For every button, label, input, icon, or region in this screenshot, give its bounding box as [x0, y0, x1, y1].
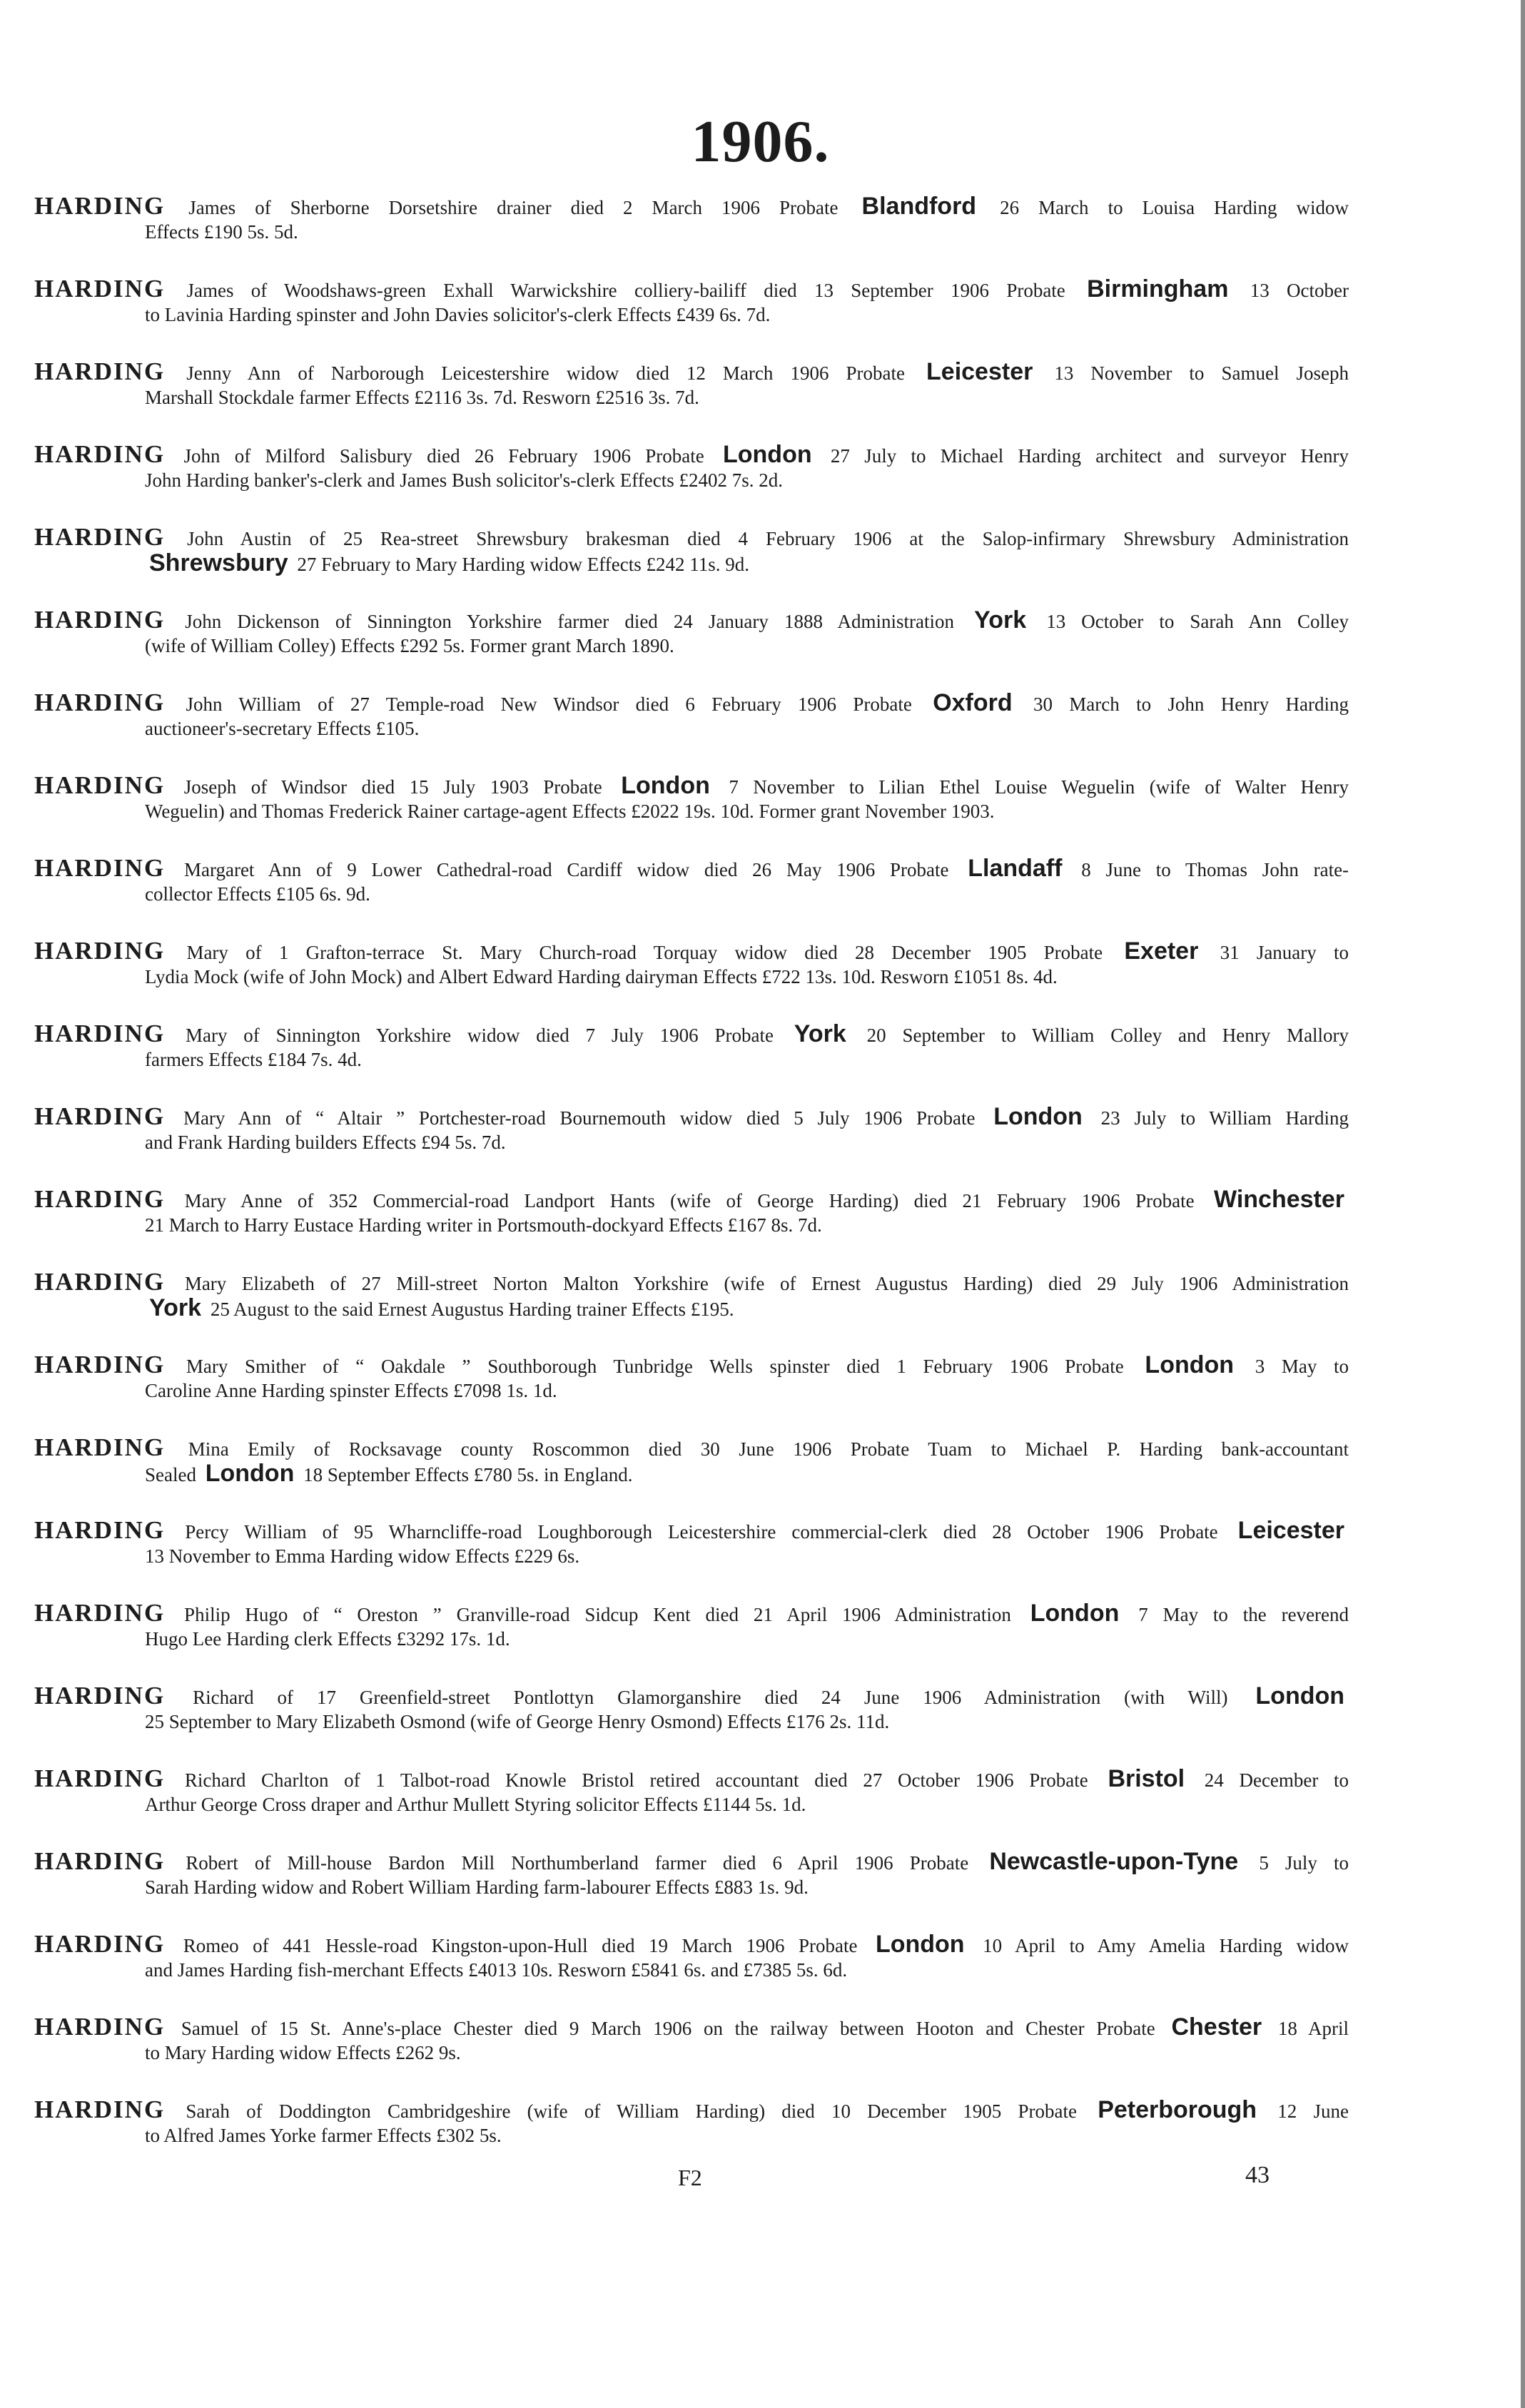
entry-text-continued: 24 December to	[1204, 1769, 1349, 1791]
entry-text: Sarah of Doddington Cambridgeshire (wife of William Harding) died 10 December 1905 Probate	[186, 2100, 1077, 2122]
entry-surname: HARDING	[34, 1351, 166, 1378]
entry-surname: HARDING	[34, 606, 166, 634]
page-number: 43	[1245, 2162, 1270, 2188]
entry-registry: York	[149, 1294, 202, 1321]
entry-effects-text: to Alfred James Yorke farmer Effects £302 5s.	[145, 2125, 502, 2146]
entry-registry: Llandaff	[968, 855, 1063, 882]
entry-text: Robert of Mill-house Bardon Mill Northumberland farmer died 6 April 1906 Probate	[186, 1852, 969, 1874]
probate-entry	[34, 691, 1349, 773]
entry-second-line	[34, 468, 1349, 492]
entry-surname: HARDING	[34, 2095, 166, 2123]
entry-second-line	[34, 220, 1349, 244]
entry-second-line	[34, 882, 1349, 906]
entry-registry: Newcastle-upon-Tyne	[989, 1848, 1239, 1875]
entry-registry: London	[875, 1931, 965, 1958]
entry-registry: Winchester	[1214, 1186, 1345, 1213]
probate-entry	[34, 1104, 1349, 1187]
probate-entry	[34, 357, 1349, 442]
entry-first-line	[34, 1433, 1349, 1461]
entry-text-continued: 26 March to Louisa Harding widow	[1000, 197, 1349, 218]
entry-registry: Leicester	[1237, 1517, 1344, 1544]
entry-first-line	[34, 1353, 1349, 1378]
entry-first-line	[34, 1187, 1349, 1213]
entry-text: John Austin of 25 Rea-street Shrewsbury brakesman died 4 February 1906 at the Salop-infirmary Shrewsbury Administration	[187, 528, 1349, 549]
entry-effects-text: 25 August to the said Ernest Augustus Harding trainer Effects £195.	[210, 1299, 734, 1320]
entry-second-line	[34, 1627, 1349, 1651]
entry-text: Samuel of 15 St. Anne's-place Chester died 9 March 1906 on the railway between Hooton and Chester Probate	[181, 2018, 1155, 2039]
entry-second-line	[34, 551, 1349, 576]
probate-entry	[34, 608, 1349, 691]
probate-entry	[34, 1270, 1349, 1353]
entry-registry: Peterborough	[1098, 2096, 1257, 2123]
probate-entry	[34, 1849, 1349, 1932]
entry-surname: HARDING	[34, 771, 166, 799]
entry-text: Romeo of 441 Hessle-road Kingston-upon-Hull died 19 March 1906 Probate	[183, 1935, 858, 1956]
entry-text-continued: 13 November to Samuel Joseph	[1054, 362, 1349, 384]
probate-entry	[34, 1601, 1349, 1684]
probate-entry	[34, 1022, 1349, 1104]
entry-first-line	[34, 939, 1349, 965]
entry-effects-text: Arthur George Cross draper and Arthur Mullett Styring solicitor Effects £1144 5s. 1d.	[145, 1794, 806, 1815]
entry-effects-text: and Frank Harding builders Effects £94 5s. 7d.	[145, 1132, 506, 1153]
entry-effects-text: collector Effects £105 6s. 9d.	[145, 883, 370, 905]
entry-registry: London	[723, 441, 812, 468]
entry-effects-text: auctioneer's-secretary Effects £105.	[145, 718, 420, 739]
entry-first-line	[34, 773, 1349, 799]
probate-entry	[34, 194, 1349, 277]
entry-surname: HARDING	[34, 523, 166, 551]
entry-effects-text: Weguelin) and Thomas Frederick Rainer cartage-agent Effects £2022 19s. 10d. Former grant November 1903.	[145, 801, 995, 822]
probate-entry	[34, 939, 1349, 1022]
entry-first-line	[34, 525, 1349, 551]
entry-first-line	[34, 1764, 1349, 1792]
page-year-heading: 1906.	[691, 108, 830, 175]
entry-text-continued: 20 September to William Colley and Henry Mallory	[866, 1025, 1349, 1046]
entry-first-line	[34, 856, 1349, 882]
entry-effects-text: farmers Effects £184 7s. 4d.	[145, 1049, 362, 1070]
entry-text: Margaret Ann of 9 Lower Cathedral-road Cardiff widow died 26 May 1906 Probate	[183, 859, 949, 880]
entry-text: Philip Hugo of “ Oreston ” Granville-road Sidcup Kent died 21 April 1906 Administration	[184, 1604, 1011, 1625]
entry-first-line	[34, 608, 1349, 634]
probate-entry	[34, 1684, 1349, 1767]
entry-surname: HARDING	[34, 440, 166, 468]
entry-first-line	[34, 1849, 1349, 1875]
entry-surname: HARDING	[34, 275, 166, 303]
entry-registry: York	[974, 606, 1027, 634]
entry-effects-text: to Mary Harding widow Effects £262 9s.	[145, 2042, 461, 2063]
entry-second-line	[34, 1544, 1349, 1568]
entry-second-line	[34, 1710, 1349, 1734]
entry-effects-text: 13 November to Emma Harding widow Effects £229 6s.	[145, 1545, 580, 1567]
entry-surname: HARDING	[34, 1433, 166, 1461]
entry-text: James of Woodshaws-green Exhall Warwickshire colliery-bailiff died 13 September 1906 Probate	[186, 280, 1065, 301]
entry-text: Mary Ann of “ Altair ” Portchester-road Bournemouth widow died 5 July 1906 Probate	[183, 1107, 976, 1129]
entry-text-continued: 18 April	[1277, 2018, 1349, 2039]
probate-entry	[34, 1764, 1349, 1849]
entry-first-line	[34, 2015, 1349, 2041]
probate-entry	[34, 1518, 1349, 1601]
entry-registry: Shrewsbury	[149, 549, 288, 576]
entry-effects-text: Caroline Anne Harding spinster Effects £7098 1s. 1d.	[145, 1380, 557, 1401]
entry-text-continued: 12 June	[1277, 2100, 1349, 2122]
entry-text: Richard Charlton of 1 Talbot-road Knowle Bristol retired accountant died 27 October 1906 Probate	[184, 1769, 1088, 1791]
entry-text: James of Sherborne Dorsetshire drainer died 2 March 1906 Probate	[188, 197, 839, 218]
entry-surname: HARDING	[34, 1020, 166, 1047]
entry-surname: HARDING	[34, 2013, 166, 2041]
entry-surname: HARDING	[34, 192, 166, 220]
entry-second-line	[34, 1958, 1349, 1982]
probate-entry	[34, 856, 1349, 939]
entry-surname: HARDING	[34, 854, 166, 882]
entry-text-continued: 31 January to	[1220, 942, 1349, 963]
entry-first-line	[34, 1270, 1349, 1296]
entry-second-line	[34, 799, 1349, 823]
entry-first-line	[34, 277, 1349, 303]
entry-line2-prefix: Sealed	[145, 1464, 196, 1485]
entry-second-line	[34, 385, 1349, 410]
entry-text-continued: 7 May to the reverend	[1138, 1604, 1349, 1625]
entry-surname: HARDING	[34, 1599, 166, 1627]
entry-text-continued: 10 April to Amy Amelia Harding widow	[983, 1935, 1349, 1956]
entry-first-line	[34, 1518, 1349, 1544]
probate-entry	[34, 1932, 1349, 2015]
entry-text: Jenny Ann of Narborough Leicestershire widow died 12 March 1906 Probate	[186, 362, 905, 384]
entry-second-line	[34, 634, 1349, 658]
entry-first-line	[34, 442, 1349, 468]
entry-surname: HARDING	[34, 1847, 166, 1875]
entry-effects-text: Hugo Lee Harding clerk Effects £3292 17s. 1d.	[145, 1628, 510, 1650]
entry-surname: HARDING	[34, 1268, 166, 1296]
entry-registry: London	[993, 1103, 1083, 1130]
entry-text-continued: 13 October to Sarah Ann Colley	[1046, 611, 1349, 632]
entry-text: Percy William of 95 Wharncliffe-road Loughborough Leicestershire commercial-clerk died 28 October 1906 Probate	[185, 1521, 1218, 1543]
entry-first-line	[34, 691, 1349, 716]
probate-entry	[34, 525, 1349, 608]
probate-entry	[34, 2015, 1349, 2098]
entry-text: Mina Emily of Rocksavage county Roscommon died 30 June 1906 Probate Tuam to Michael P. Harding bank-accountant	[188, 1438, 1349, 1460]
entry-second-line	[34, 2123, 1349, 2148]
entry-text: Mary Smither of “ Oakdale ” Southborough Tunbridge Wells spinster died 1 February 1906 Probate	[186, 1356, 1124, 1377]
entry-effects-text: Marshall Stockdale farmer Effects £2116 3s. 7d. Resworn £2516 3s. 7d.	[145, 387, 699, 408]
entry-registry: London	[1255, 1682, 1345, 1710]
entry-text-continued: 27 July to Michael Harding architect and surveyor Henry	[830, 445, 1349, 467]
entry-effects-text: John Harding banker's-clerk and James Bush solicitor's-clerk Effects £2402 7s. 2d.	[145, 469, 784, 491]
entry-first-line	[34, 194, 1349, 220]
entry-first-line	[34, 357, 1349, 385]
entry-first-line	[34, 1601, 1349, 1627]
entry-registry: Bristol	[1108, 1765, 1185, 1792]
entry-second-line	[34, 1792, 1349, 1817]
entry-surname: HARDING	[34, 1185, 166, 1213]
entry-second-line	[34, 965, 1349, 989]
entry-surname: HARDING	[34, 357, 166, 385]
probate-entry	[34, 773, 1349, 856]
entry-registry: London	[1145, 1351, 1235, 1378]
entry-registry: Blandford	[861, 193, 977, 220]
entry-effects-text: and James Harding fish-merchant Effects £4013 10s. Resworn £5841 6s. and £7385 5s. 6d.	[145, 1959, 848, 1981]
entry-text: John of Milford Salisbury died 26 February 1906 Probate	[183, 445, 704, 467]
entry-text: John William of 27 Temple-road New Windsor died 6 February 1906 Probate	[186, 694, 912, 715]
entry-text-continued: 8 June to Thomas John rate-	[1081, 859, 1349, 880]
entry-surname: HARDING	[34, 937, 166, 965]
entry-text-continued: 13 October	[1250, 280, 1349, 301]
folio-mark: F2	[678, 2165, 702, 2190]
entry-surname: HARDING	[34, 689, 166, 716]
entry-second-line	[34, 716, 1349, 741]
entry-registry: York	[794, 1020, 846, 1047]
entry-first-line	[34, 1022, 1349, 1047]
entry-second-line	[34, 1875, 1349, 1899]
entry-first-line	[34, 1104, 1349, 1130]
entry-text: Mary Anne of 352 Commercial-road Landport Hants (wife of George Harding) died 21 February 1906 Probate	[184, 1190, 1195, 1211]
entry-second-line	[34, 1213, 1349, 1237]
probate-entry	[34, 1433, 1349, 1518]
entry-second-line	[34, 1378, 1349, 1403]
entry-effects-text: 18 September Effects £780 5s. in England.	[303, 1464, 633, 1485]
entry-effects-text: Sarah Harding widow and Robert William Harding farm-labourer Effects £883 1s. 9d.	[145, 1876, 809, 1898]
entry-text: Joseph of Windsor died 15 July 1903 Probate	[183, 776, 602, 798]
entry-effects-text: (wife of William Colley) Effects £292 5s. Former grant March 1890.	[145, 635, 674, 656]
entry-effects-text: 27 February to Mary Harding widow Effects £242 11s. 9d.	[297, 554, 750, 575]
probate-entry	[34, 1187, 1349, 1270]
entry-second-line	[34, 1130, 1349, 1154]
entry-second-line	[34, 303, 1349, 327]
entry-text: John Dickenson of Sinnington Yorkshire farmer died 24 January 1888 Administration	[185, 611, 955, 632]
entry-second-line	[34, 1296, 1349, 1321]
probate-entry	[34, 442, 1349, 525]
entry-text: Mary Elizabeth of 27 Mill-street Norton Malton Yorkshire (wife of Ernest Augustus Harding) died 29 July 1906 Administration	[184, 1273, 1349, 1294]
entry-effects-text: 25 September to Mary Elizabeth Osmond (wife of George Henry Osmond) Effects £176 2s. 11d.	[145, 1711, 890, 1732]
entry-registry: Leicester	[926, 358, 1033, 385]
entry-effects-text: Lydia Mock (wife of John Mock) and Albert Edward Harding dairyman Effects £722 13s. 10d. Resworn £1051 8s. 4d.	[145, 966, 1058, 987]
entry-text: Mary of 1 Grafton-terrace St. Mary Church-road Torquay widow died 28 December 1905 Probate	[186, 942, 1103, 963]
entry-text-continued: 7 November to Lilian Ethel Louise Weguelin (wife of Walter Henry	[729, 776, 1349, 798]
probate-entry	[34, 1353, 1349, 1436]
probate-entry	[34, 277, 1349, 360]
entry-surname: HARDING	[34, 1682, 166, 1710]
entry-registry: Birmingham	[1087, 275, 1229, 303]
entry-surname: HARDING	[34, 1764, 166, 1792]
entry-registry: Chester	[1171, 2013, 1262, 2041]
entry-registry: Oxford	[933, 689, 1013, 716]
entry-first-line	[34, 1932, 1349, 1958]
entry-second-line	[34, 2041, 1349, 2065]
entry-effects-text: Effects £190 5s. 5d.	[145, 221, 298, 243]
entry-text-continued: 23 July to William Harding	[1100, 1107, 1349, 1129]
entry-first-line	[34, 1684, 1349, 1710]
entry-registry: London	[621, 772, 710, 799]
entry-second-line	[34, 1047, 1349, 1072]
entry-second-line	[34, 1461, 1349, 1487]
entry-text-continued: 30 March to John Henry Harding	[1033, 694, 1349, 715]
entry-text-continued: 5 July to	[1259, 1852, 1349, 1874]
entry-surname: HARDING	[34, 1102, 166, 1130]
entry-registry: London	[205, 1460, 295, 1487]
entry-first-line	[34, 2095, 1349, 2123]
entry-registry: Exeter	[1124, 938, 1199, 965]
entry-text: Mary of Sinnington Yorkshire widow died 7 July 1906 Probate	[186, 1025, 774, 1046]
entry-surname: HARDING	[34, 1516, 166, 1544]
entry-surname: HARDING	[34, 1930, 166, 1958]
entry-text: Richard of 17 Greenfield-street Pontlottyn Glamorganshire died 24 June 1906 Administration (with Will)	[193, 1687, 1228, 1708]
probate-entries	[34, 194, 1349, 2180]
entry-effects-text: 21 March to Harry Eustace Harding writer in Portsmouth-dockyard Effects £167 8s. 7d.	[145, 1214, 822, 1236]
entry-effects-text: to Lavinia Harding spinster and John Davies solicitor's-clerk Effects £439 6s. 7d.	[145, 304, 771, 325]
entry-text-continued: 3 May to	[1255, 1356, 1349, 1377]
entry-registry: London	[1030, 1600, 1120, 1627]
